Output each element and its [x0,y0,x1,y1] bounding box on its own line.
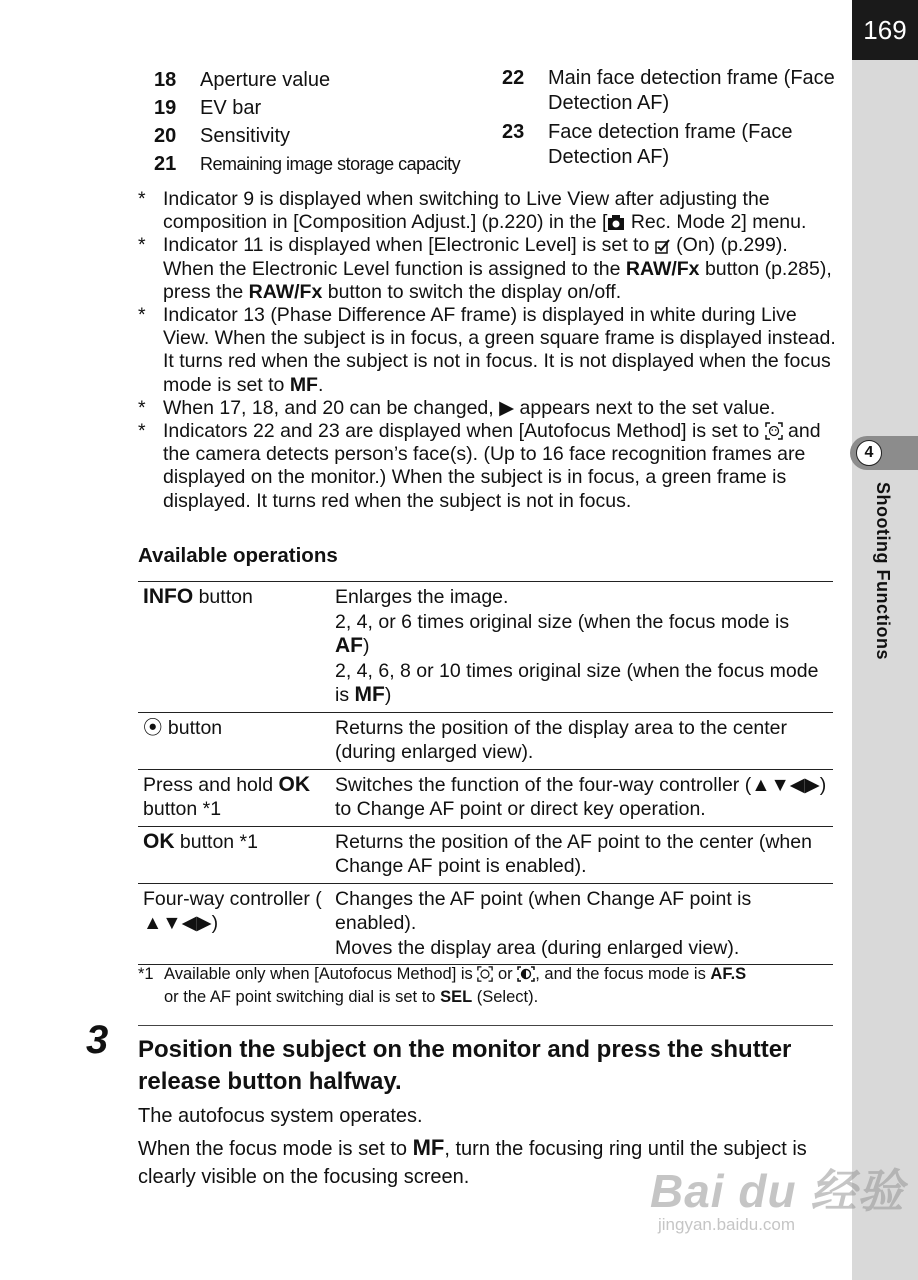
step-number: 3 [86,1018,109,1062]
legend-item: 22 Main face detection frame (Face Detection AF) [502,67,835,114]
legend-item: 23 Face detection frame (Face Detection AF) [502,121,793,168]
checkbox-on-icon [655,238,671,254]
table-row: Four-way controller ( ▲▼◀▶) Changes the AF point (when Change AF point is enabled). Moves the display area (during enlarged view). [138,883,833,965]
face-detection-icon [765,422,783,440]
notes-list [138,188,838,513]
face-detection-icon [477,966,493,982]
table-row: ⦿ button Returns the position of the display area to the center (during enlarged view). [138,712,833,769]
note-item: * Indicator 13 (Phase Difference AF frame) is displayed in white during Live View. When the subject is in focus, a green square frame is displayed instead. It turns red when the subject is not in focus. It is not displayed when the focus mode is set to MF. [138,304,836,396]
legend-item: 18 Aperture value [154,69,331,91]
legend-item: 21 Remaining image storage capacity [154,153,461,175]
table-row: INFO button Enlarges the image. 2, 4, or 6 times original size (when the focus mode is AF) 2, 4, 6, 8 or 10 times original size (when the focus mode is MF) [138,582,833,713]
legend-item: 20 Sensitivity [154,125,291,147]
center-button-icon: ⦿ [143,716,163,739]
footnote: *1 Available only when [Autofocus Method] is or , and the focus mode is AF.S or the AF point switching dial is set to SEL (Select). [138,965,747,1006]
operations-table [138,581,833,965]
baidu-watermark: Bai du 经验 jingyan.baidu.com [650,1165,905,1234]
table-row: Press and hold OK button *1 Switches the function of the four-way controller (▲▼◀▶) to Change AF point or direct key operation. [138,769,833,826]
note-item: * Indicators 22 and 23 are displayed when [Autofocus Method] is set to and the camera detects person’s face(s). (Up to 16 face recognition frames are displayed on the monitor.) When the subject is in focus, a green frame is displayed. It turns red when the subject is not in focus. [138,420,821,512]
section-title: Available operations [138,544,338,567]
note-item: * Indicator 9 is displayed when switching to Live View after adjusting the composition in [Composition Adjust.] (p.220) in the [ Rec. Mode 2] menu. [138,188,807,234]
legend-list-left [154,66,494,178]
note-item: * Indicator 11 is displayed when [Electronic Level] is set to (On) (p.299). When the Electronic Level function is assigned to the RAW/Fx button (p.285), press the RAW/Fx button to switch the display on/off. [138,234,832,303]
chapter-title: Shooting Functions [873,482,893,660]
tracking-af-icon [517,966,535,982]
legend-item: 19 EV bar [154,97,262,119]
table-row: OK button *1 Returns the position of the AF point to the center (when Change AF point is enabled). [138,826,833,883]
arrow-keys-icon: ▲▼◀▶ [143,912,212,934]
step-divider [138,1025,833,1026]
camera-icon [607,214,625,231]
play-arrow-icon: ▶ [499,396,515,419]
chapter-number: 4 [856,440,882,466]
page-number: 169 [852,0,918,60]
note-item: * When 17, 18, and 20 can be changed, ▶ appears next to the set value. [138,396,776,419]
legend-list-right [502,66,842,174]
step-title: Position the subject on the monitor and press the shutter release button halfway. [138,1036,792,1095]
step-body: The autofocus system operates. When the focus mode is set to MF, turn the focusing ring until the subject is clearly visible on the focusing screen. [138,1105,807,1188]
arrow-keys-icon: ▲▼◀▶ [751,773,820,796]
